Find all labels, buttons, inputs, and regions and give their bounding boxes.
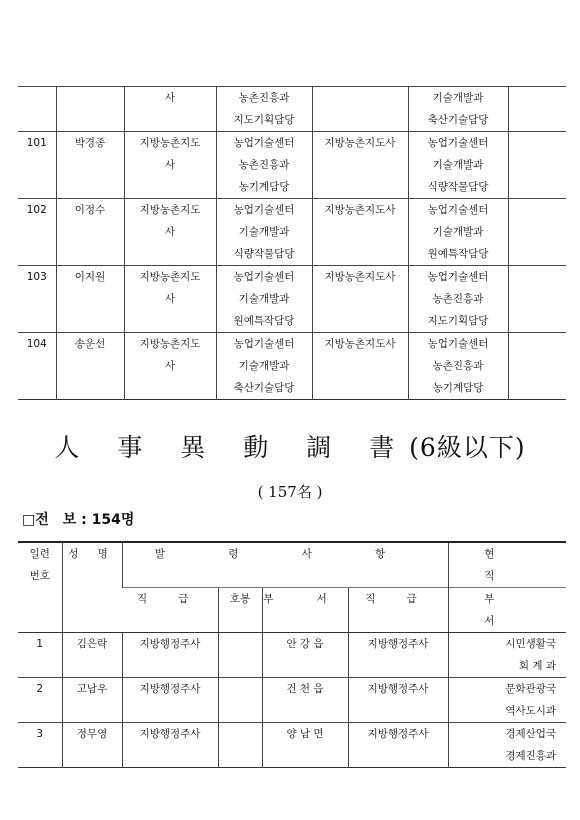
title-suffix: (6級以下) — [409, 433, 526, 462]
dept-line: 기술개발과 — [432, 159, 484, 171]
table-row — [18, 633, 566, 678]
grade-header: 호봉 — [218, 588, 262, 633]
current-header: 현 직 — [448, 542, 566, 588]
rank-cell: 지방행정주사 — [122, 678, 218, 723]
name-header: 성 명 — [62, 542, 122, 633]
name-cell: 고남우 — [62, 678, 122, 723]
dept-line: 지도기획담당 — [233, 114, 295, 126]
dept-line: 경제진흥과 — [505, 750, 557, 762]
dept-line: 기술개발과 — [432, 226, 484, 238]
previous-personnel-table — [18, 86, 566, 400]
dept-line: 기술개발과 — [432, 92, 484, 104]
name-cell: 김은락 — [62, 633, 122, 678]
dept-cell — [216, 333, 312, 400]
current-dept-cell — [408, 87, 508, 132]
serial-cell: 1 — [18, 633, 62, 678]
table-row — [18, 266, 566, 333]
current-dept-cell — [448, 723, 566, 768]
serial-header-line: 일련 — [29, 548, 50, 560]
dept-line: 역사도시과 — [505, 705, 557, 717]
name-cell: 박경종 — [56, 132, 124, 199]
dept-line: 농기계담당 — [238, 181, 290, 193]
current-dept-cell — [408, 199, 508, 266]
rank-cell — [124, 132, 216, 199]
serial-cell: 101 — [26, 137, 47, 149]
grade-cell — [218, 723, 262, 768]
table-row — [18, 132, 566, 199]
current-rank-cell: 지방농촌지도사 — [312, 132, 408, 199]
name-cell — [56, 87, 124, 132]
rank-cell — [124, 199, 216, 266]
dept-line: 원예특작담당 — [233, 315, 295, 327]
rank-cell: 지방행정주사 — [122, 633, 218, 678]
dept-line: 농업기술센터 — [427, 137, 489, 149]
grade-cell — [218, 633, 262, 678]
dept-cell: 건 천 읍 — [262, 678, 348, 723]
current-dept-cell — [448, 678, 566, 723]
dept-line: 지도기획담당 — [427, 315, 489, 327]
dept-cell: 안 강 읍 — [262, 633, 348, 678]
dept-line: 시민생활국 — [505, 638, 557, 650]
dept-line: 기술개발과 — [238, 226, 290, 238]
dept-line: 기술개발과 — [238, 360, 290, 372]
table-row — [18, 678, 566, 723]
document-title — [0, 428, 580, 464]
dept-cell — [216, 132, 312, 199]
dept-line: 농촌진흥과 — [238, 159, 290, 171]
rank-text: 지방농촌지도사 — [139, 137, 201, 171]
rank-text: 지방농촌지도사 — [139, 271, 201, 305]
dept-line: 기술개발과 — [238, 293, 290, 305]
serial-cell — [18, 87, 56, 132]
dept-line: 농업기술센터 — [233, 338, 295, 350]
current-rank-cell: 지방농촌지도사 — [312, 333, 408, 400]
personnel-transfer-table — [18, 541, 566, 768]
dept-cell: 양 남 면 — [262, 723, 348, 768]
current-dept-cell — [448, 633, 566, 678]
dept-line: 농업기술센터 — [233, 137, 295, 149]
dept-line: 식량작물담당 — [427, 181, 489, 193]
current-rank-cell — [312, 87, 408, 132]
dept-line: 원예특작담당 — [427, 248, 489, 260]
note-cell — [508, 132, 566, 199]
dept-line: 축산기술담당 — [233, 382, 295, 394]
dept-line: 농기계담당 — [432, 382, 484, 394]
table-row — [18, 723, 566, 768]
personnel-count: ( 157名 ) — [257, 483, 323, 501]
current-dept-cell — [408, 266, 508, 333]
dept-line: 농촌진흥과 — [432, 293, 484, 305]
dept-cell — [216, 266, 312, 333]
dept-line: 경제산업국 — [505, 728, 557, 740]
grade-cell — [218, 678, 262, 723]
serial-cell: 104 — [26, 338, 47, 350]
dept-cell — [216, 87, 312, 132]
header-row — [18, 542, 566, 588]
serial-cell: 102 — [26, 204, 47, 216]
current-rank-cell: 지방행정주사 — [348, 723, 448, 768]
dept-line: 회 계 과 — [518, 660, 557, 672]
dept-line: 축산기술담당 — [427, 114, 489, 126]
name-cell: 송운선 — [56, 333, 124, 400]
dept-line: 농업기술센터 — [233, 271, 295, 283]
dept-line: 농촌진흥과 — [238, 92, 290, 104]
current-rank-cell: 지방행정주사 — [348, 678, 448, 723]
note-cell — [508, 199, 566, 266]
title-main: 人 事 異 動 調 書 — [54, 433, 410, 462]
note-cell — [508, 266, 566, 333]
table-row — [18, 199, 566, 266]
dept-line: 농업기술센터 — [427, 204, 489, 216]
name-cell: 이지원 — [56, 266, 124, 333]
current-dept-header: 부 서 — [448, 588, 566, 633]
current-rank-cell: 지방행정주사 — [348, 633, 448, 678]
dept-line: 농업기술센터 — [427, 338, 489, 350]
dept-line: 농업기술센터 — [233, 204, 295, 216]
current-rank-cell: 지방농촌지도사 — [312, 199, 408, 266]
dept-line: 농촌진흥과 — [432, 360, 484, 372]
transfer-total: □전 보 : 154명 — [22, 512, 135, 528]
dept-cell — [216, 199, 312, 266]
rank-text: 지방농촌지도사 — [139, 204, 201, 238]
rank-header: 직 급 — [122, 588, 218, 633]
rank-cell — [124, 266, 216, 333]
current-dept-cell — [408, 333, 508, 400]
dept-line: 농업기술센터 — [427, 271, 489, 283]
dept-line: 문화관광국 — [505, 683, 557, 695]
serial-header — [18, 542, 62, 633]
current-rank-cell: 지방농촌지도사 — [312, 266, 408, 333]
rank-cell: 지방행정주사 — [122, 723, 218, 768]
serial-header-line: 번호 — [29, 570, 50, 582]
current-dept-cell — [408, 132, 508, 199]
table-row — [18, 333, 566, 400]
rank-cell: 사 — [124, 87, 216, 132]
serial-cell: 2 — [18, 678, 62, 723]
note-cell — [508, 87, 566, 132]
dept-header: 부 서 — [262, 588, 348, 633]
serial-cell: 103 — [26, 271, 47, 283]
current-rank-header: 직 급 — [348, 588, 448, 633]
serial-cell: 3 — [18, 723, 62, 768]
order-header: 발 령 사 항 — [122, 542, 448, 588]
name-cell: 이정수 — [56, 199, 124, 266]
note-cell — [508, 333, 566, 400]
name-cell: 정무영 — [62, 723, 122, 768]
table-row — [18, 87, 566, 132]
dept-line: 식량작물담당 — [233, 248, 295, 260]
rank-cell — [124, 333, 216, 400]
rank-text: 지방농촌지도사 — [139, 338, 201, 372]
